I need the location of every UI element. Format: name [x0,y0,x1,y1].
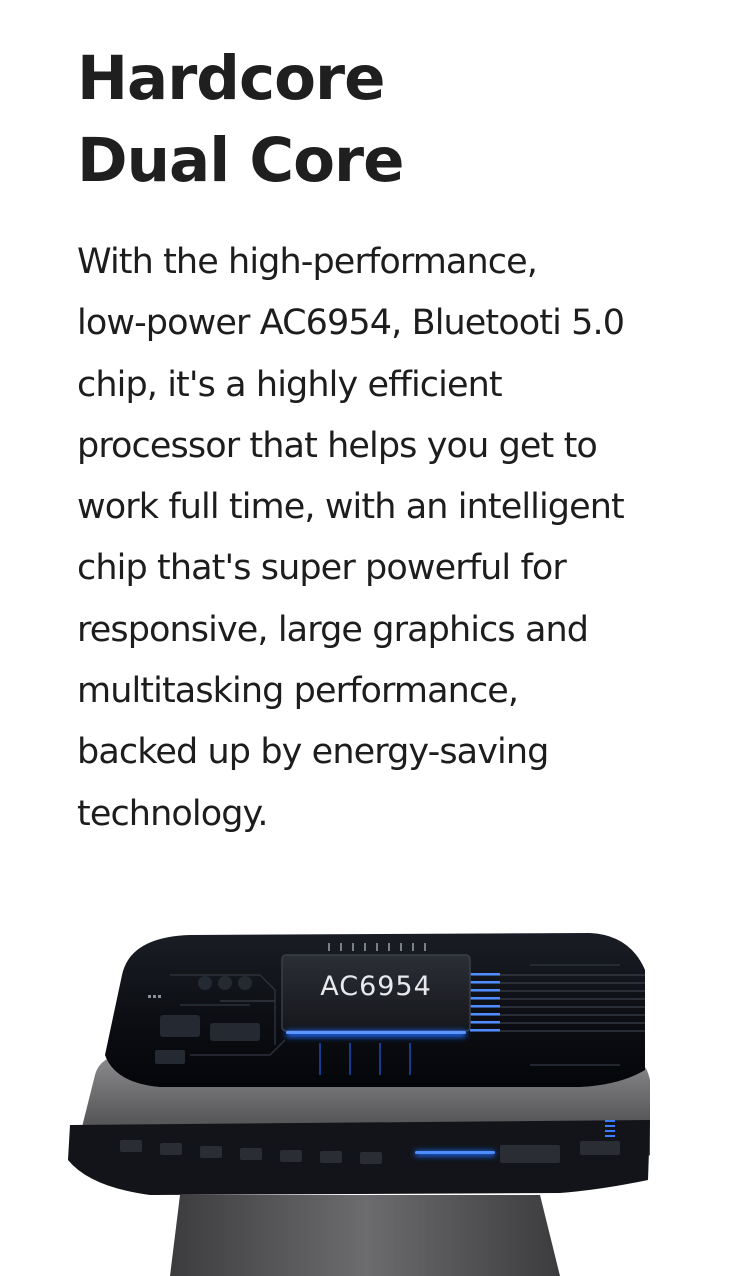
description-line-6: chip that's super powerful for [77,548,566,589]
description-line-5: work full time, with an intelligent [77,487,624,528]
headline-line-1: Hardcore [77,43,385,114]
headline [77,38,404,202]
description-line-10: technology. [77,793,268,834]
description-line-8: multitasking performance, [77,671,519,712]
description-line-2: low-power AC6954, Bluetooti 5.0 [77,303,625,344]
chip-label: AC6954 [320,971,432,1002]
description-line-7: responsive, large graphics and [77,609,589,650]
description-line-9: backed up by energy-saving [77,732,549,773]
description-paragraph [77,232,717,845]
description-line-4: processor that helps you get to [77,425,597,466]
description-line-1: With the high-performance, [77,242,537,282]
watch-strap [170,1195,560,1276]
smartwatch-chip-illustration [60,915,680,1276]
headline-line-2: Dual Core [77,125,404,196]
description-line-3: chip, it's a highly efficient [77,364,502,405]
